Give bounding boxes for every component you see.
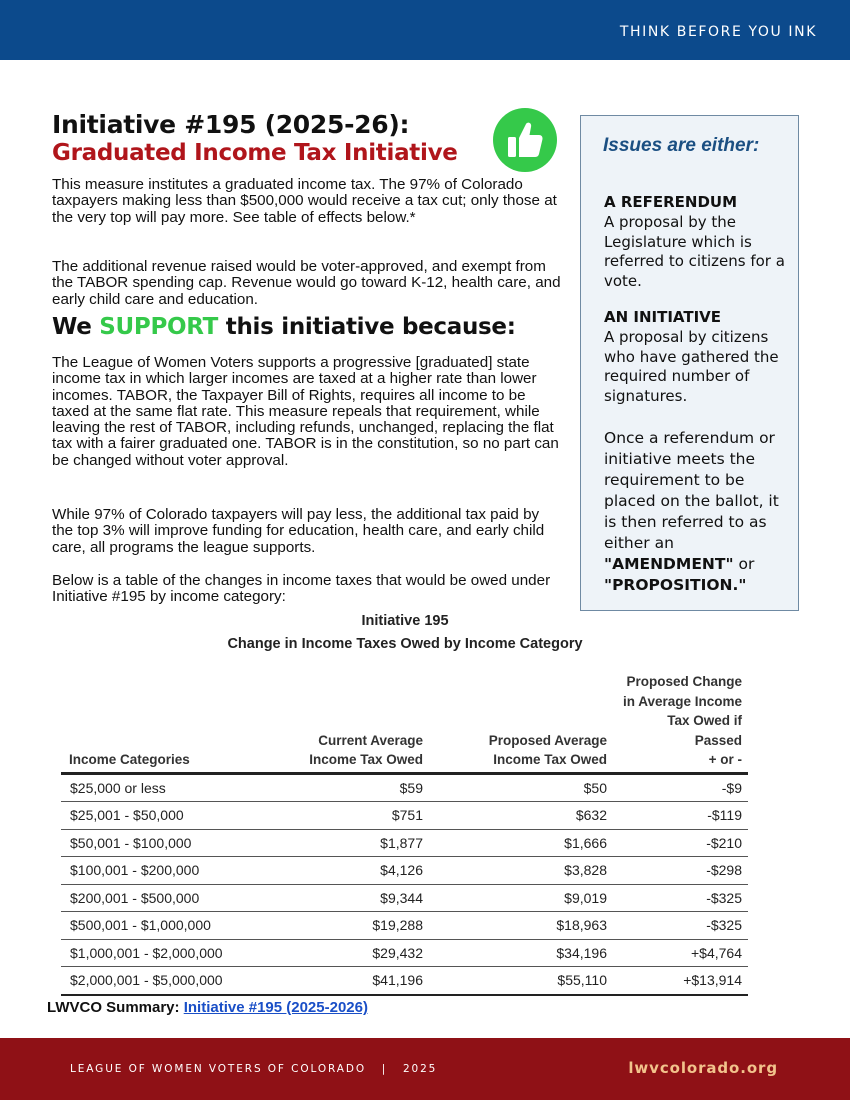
header-change-line2: in Average Income xyxy=(622,693,742,709)
table-row xyxy=(61,857,748,885)
page-subtitle: Graduated Income Tax Initiative xyxy=(52,140,458,166)
table-row xyxy=(61,773,748,802)
thumbs-up-icon xyxy=(493,108,557,172)
cell-current: $1,877 xyxy=(265,829,429,857)
sidebar-term-referendum: A REFERENDUM xyxy=(604,193,738,211)
income-tax-table xyxy=(61,672,748,996)
page-title: Initiative #195 (2025-26): xyxy=(52,110,410,139)
header-category-text: Income Categories xyxy=(69,752,190,767)
intro-paragraph-2: The additional revenue raised would be voter-approved, and exempt from the TABOR spending cap. Revenue would go toward K-12, health care, and early child care and education. xyxy=(52,258,561,308)
support-suffix: this initiative because: xyxy=(225,314,516,340)
col-header-proposed xyxy=(429,672,613,773)
sidebar-amendment: "AMENDMENT" xyxy=(604,555,734,573)
footer-separator: | xyxy=(381,1063,388,1075)
summary-line xyxy=(47,999,368,1016)
sidebar-or: or xyxy=(738,555,755,573)
footer-org xyxy=(70,1063,437,1075)
cell-change: -$298 xyxy=(613,857,748,885)
cell-category: $500,001 - $1,000,000 xyxy=(61,912,265,940)
cell-current: $19,288 xyxy=(265,912,429,940)
issues-sidebar xyxy=(580,115,799,611)
cell-proposed: $50 xyxy=(429,773,613,802)
cell-change: -$325 xyxy=(613,884,748,912)
sidebar-proposition: "PROPOSITION." xyxy=(604,576,747,594)
footer-website-link[interactable]: lwvcolorado.org xyxy=(628,1059,778,1077)
sidebar-definition-referendum: A proposal by the Legislature which is referred to citizens for a vote. xyxy=(604,213,785,290)
table-row xyxy=(61,967,748,995)
cell-current: $41,196 xyxy=(265,967,429,995)
cell-proposed: $3,828 xyxy=(429,857,613,885)
cell-category: $100,001 - $200,000 xyxy=(61,857,265,885)
summary-label: LWVCO Summary: xyxy=(47,999,180,1016)
cell-proposed: $34,196 xyxy=(429,939,613,967)
cell-category: $200,001 - $500,000 xyxy=(61,884,265,912)
cell-proposed: $55,110 xyxy=(429,967,613,995)
col-header-change xyxy=(613,672,748,773)
header-current-line2: Income Tax Owed xyxy=(309,752,423,767)
table-header-row xyxy=(61,672,748,773)
footer-bar xyxy=(0,1038,850,1100)
header-change-line3: Tax Owed if Passed xyxy=(667,713,742,748)
header-change-line4: + or - xyxy=(708,752,742,767)
cell-category: $1,000,001 - $2,000,000 xyxy=(61,939,265,967)
cell-category: $25,000 or less xyxy=(61,773,265,802)
intro-paragraph-1: This measure institutes a graduated income tax. The 97% of Colorado taxpayers making less than $500,000 would receive a tax cut; only those at the very top will pay more. See table of effects below.* xyxy=(52,176,557,226)
header-bar xyxy=(0,0,850,60)
support-paragraph-3: Below is a table of the changes in income taxes that would be owed under Initiative #195 by income category: xyxy=(52,572,551,606)
cell-category: $2,000,001 - $5,000,000 xyxy=(61,967,265,995)
sidebar-closing-body: Once a referendum or initiative meets the requirement to be placed on the ballot, it is then referred to as either an xyxy=(604,429,779,552)
support-heading xyxy=(52,314,516,340)
sidebar-closing-text xyxy=(604,428,796,596)
table-row xyxy=(61,802,748,830)
header-current-line1: Current Average xyxy=(318,732,423,748)
sidebar-term-initiative: AN INITIATIVE xyxy=(604,308,722,326)
cell-current: $9,344 xyxy=(265,884,429,912)
cell-proposed: $632 xyxy=(429,802,613,830)
support-highlight: SUPPORT xyxy=(99,314,219,340)
cell-current: $751 xyxy=(265,802,429,830)
cell-change: -$9 xyxy=(613,773,748,802)
table-row xyxy=(61,829,748,857)
cell-proposed: $1,666 xyxy=(429,829,613,857)
cell-change: -$119 xyxy=(613,802,748,830)
table-subtitle: Change in Income Taxes Owed by Income Category xyxy=(227,636,583,652)
col-header-current xyxy=(265,672,429,773)
cell-current: $59 xyxy=(265,773,429,802)
support-paragraph-1: The League of Women Voters supports a progressive [graduated] state income tax in which larger incomes are taxed at a higher rate than lower incomes. TABOR, the Taxpayer Bill of Rights, requires all income to be taxed at the same flat rate. This measure repeals that requirement, while leaving the rest of TABOR, including refunds, unchanged, replacing the flat tax with a fairer graduated one. TABOR is in the constitution, so no part can be changed without voter approval. xyxy=(52,354,559,469)
cell-current: $4,126 xyxy=(265,857,429,885)
col-header-category xyxy=(61,672,265,773)
header-change-line1: Proposed Change xyxy=(626,674,742,689)
support-paragraph-2: While 97% of Colorado taxpayers will pay less, the additional tax paid by the top 3% will improve funding for education, health care, and early child care, all programs the league supports. xyxy=(52,506,545,556)
footer-year: 2025 xyxy=(402,1063,438,1075)
footer-org-name: LEAGUE OF WOMEN VOTERS OF COLORADO xyxy=(70,1063,367,1075)
cell-change: +$13,914 xyxy=(613,967,748,995)
header-proposed-line1: Proposed Average xyxy=(488,732,607,748)
cell-change: -$210 xyxy=(613,829,748,857)
table-row xyxy=(61,912,748,940)
sidebar-heading: Issues are either: xyxy=(603,135,760,156)
header-proposed-line2: Income Tax Owed xyxy=(493,752,607,767)
summary-link[interactable]: Initiative #195 (2025-2026) xyxy=(183,999,368,1016)
cell-change: -$325 xyxy=(613,912,748,940)
support-prefix: We xyxy=(52,314,92,340)
table-title: Initiative 195 xyxy=(361,613,449,629)
table-row xyxy=(61,939,748,967)
cell-current: $29,432 xyxy=(265,939,429,967)
header-tagline: THINK BEFORE YOU INK xyxy=(619,24,817,40)
cell-category: $25,001 - $50,000 xyxy=(61,802,265,830)
cell-change: +$4,764 xyxy=(613,939,748,967)
cell-proposed: $18,963 xyxy=(429,912,613,940)
sidebar-definition-initiative: A proposal by citizens who have gathered the required number of signatures. xyxy=(604,328,779,405)
cell-category: $50,001 - $100,000 xyxy=(61,829,265,857)
cell-proposed: $9,019 xyxy=(429,884,613,912)
table-row xyxy=(61,884,748,912)
